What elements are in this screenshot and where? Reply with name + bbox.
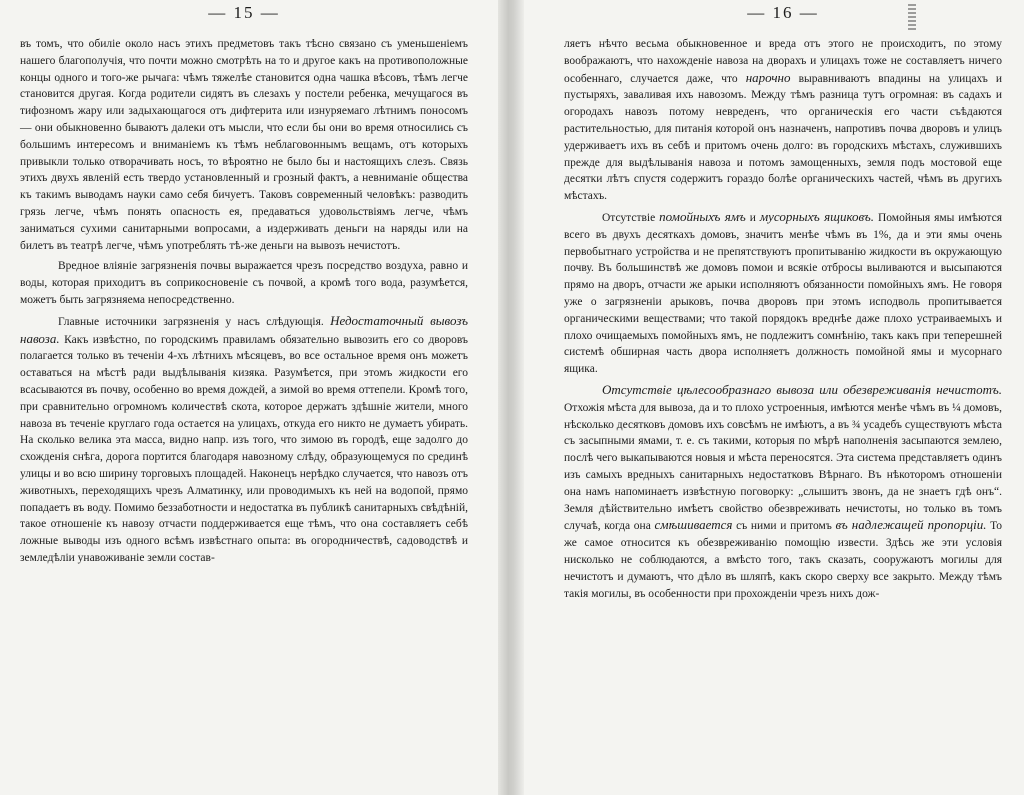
page-number-left: — 15 — — [208, 3, 280, 22]
left-p3-rest: Какъ извѣстно, по городскимъ правиламъ обязательно вывозить его со дворовъ полагается только въ теченіи 4-хъ лѣтнихъ мѣсяцевъ, во все остальное время онъ можетъ оставаться на мѣстѣ ради выдѣлыванія кизяка. Разумѣется, при этомъ жидкости его всасываются въ почву, особенно во время дождей, а зимой во время оттепели. Кромѣ того, при сравнительно огромномъ количествѣ скота, которое держатъ здѣшніе жители, много навоза въ теченіе круглаго года остается на улицахъ, откуда его никто не думаетъ убирать. На сколько велика эта масса, видно напр. изъ того, что зимою въ городѣ, еще задолго до схожденія снѣга, дорога портится благодаря навозному слѣду, образующемуся по срединѣ улицы и во всю ширину торговыхъ площадей. Наконецъ нерѣдко случается, что навозъ отъ животныхъ, переходящихъ чрезъ Алматинку, или проводимыхъ къ ней на водопой, прямо попадаетъ въ воду. Помимо беззаботности и недостатка въ публикѣ санитарныхъ свѣдѣній, такое отношеніе къ навозу отчасти поддерживается еще тѣмъ, что она составляетъ себѣ ложные выводы изъ одного всѣмъ извѣстнаго опыта: въ огородничествѣ, садоводствѣ и земледѣліи унавоживаніе земли состав- — [20, 333, 468, 564]
left-p3-start: Главные источники загрязненія у насъ слѣдующія. — [58, 315, 324, 328]
page-number-right: — 16 — — [747, 3, 819, 22]
left-paragraph-3 — [20, 313, 468, 567]
left-p3-emphasis: Недостаточный вывозъ навоза. — [20, 312, 468, 346]
book-gutter — [498, 0, 524, 795]
left-paragraph-1: въ томъ, что обиліе около насъ этихъ предметовъ такъ тѣсно связано съ уменьшеніемъ нашего благополучія, что почти можно смотрѣть на то и другое какъ на противоположные концы одного и того-же рычага: чѣмъ тяжелѣе становится одна чашка вѣсовъ, тѣмъ легче становится другая. Когда родители сидятъ въ слезахъ у постели ребенка, мечущагося въ тифозномъ жару или задыхающагося отъ дифтерита или изнуряемаго лѣтнимъ поносомъ — они обыкновенно бываютъ далеки отъ мысли, что если бы они во время относились съ большимъ интересомъ и вниманіемъ къ тѣмъ неблаговоннымъ вещамъ, отъ которыхъ привыкли только отворачивать носъ, то вѣроятно не было бы и настоящихъ слезъ. Связь этихъ двухъ явленій есть твердо установленный и грозный фактъ, а невниманіе общества къ такимъ выводамъ науки само себя бичуетъ. Таковъ современный человѣкъ: разводить грязь легче, чѣмъ понять опасность ея, предаваться удовольствіямъ легче, чѣмъ заниматься сухими санитарными вопросами, а издерживать деньги на наряды или на билетъ въ театрѣ легче, чѣмъ употреблять тѣ-же деньги на вывозъ нечистотъ. — [20, 38, 468, 252]
right-p2-emphasis-2: мусорныхъ ящиковъ. — [759, 208, 875, 224]
right-paragraph-1 — [564, 36, 1002, 205]
binding-mark — [908, 4, 916, 30]
left-paragraph-2: Вредное вліяніе загрязненія почвы выражается чрезъ посредство воздуха, равно и воды, которая приходитъ въ соприкосновеніе съ почвой, а кромѣ того вода, разумѣется, можетъ быть загрязняема непосредственно. — [20, 260, 468, 306]
right-p1-a: ляетъ нѣчто весьма обыкновенное и вреда отъ этого не происходитъ, по этому воображаютъ, что нахожденіе навоза на дворахъ и улицахъ тоже не составляетъ ничего особеннаго, случается даже, что — [564, 38, 1002, 85]
right-p1-emphasis: нарочно — [745, 69, 791, 85]
right-p2-b: и — [749, 211, 756, 224]
right-paragraph-3 — [564, 382, 1002, 602]
right-p3-a: Отхожія мѣста для вывоза, да и то плохо устроенныя, имѣются менѣе чѣмъ въ ¼ домовъ, нѣсколько десятковъ домовъ ихъ совсѣмъ не имѣютъ, а въ ¾ усадебъ существуютъ мѣста съ засыпными ямами, т. е. съ такими, которыя по мѣрѣ наполненія засыпаются землею, послѣ чего выкапываются новыя и мѣста переносятся. Эта система представляетъ одинъ изъ самыхъ вредныхъ санитарныхъ недостатковъ Вѣрнаго. Въ нѣкоторомъ отношеніи она намъ напоминаетъ извѣстную поговорку: „слышитъ звонъ, да не знаетъ гдѣ онъ“. Земля дѣйствительно имѣетъ свойство обезвреживать нечистоты, но только въ томъ случаѣ, когда она — [564, 401, 1002, 533]
right-paragraph-2 — [564, 209, 1002, 378]
right-p2-emphasis-1: помойныхъ ямъ — [659, 208, 746, 224]
right-p3-b: съ ними и притомъ — [736, 520, 832, 533]
right-page — [524, 0, 1024, 795]
left-page — [0, 0, 498, 795]
right-p2-c: Помойныя ямы имѣются всего въ двухъ десяткахъ домовъ, значитъ менѣе чѣмъ въ 1%, да и эти ямы очень первобытнаго устройства и не препятствуютъ пропитыванію жидкости въ окружающую почву. Въ большинствѣ же домовъ помои и всякіе отбросы выливаются и высыпаются прямо на дворъ, отчасти же арыки исполняютъ обязанности помойныхъ ямъ. Не говоря уже о загрязненіи арыковъ, почва дворовъ при этомъ исподволь пропитывается органическими веществами; что такой порядокъ вреднѣе даже плохо устраиваемыхъ и плохо очищаемыхъ помойныхъ ямъ, не подлежитъ сомнѣнію, такъ какъ при теперешней системѣ обширная часть двора исполняетъ должность помойной ямы и мусорнаго ящика. — [564, 211, 1002, 376]
right-p2-a: Отсутствіе — [602, 211, 656, 224]
right-p3-emphasis-3: въ надлежащей пропорціи. — [835, 517, 987, 533]
right-p3-c: То же самое относится къ обезвреживанію помощію извести. Здѣсь же эти условія нисколько не соблюдаются, а вмѣсто того, такъ сказать, сооружаютъ могилы для нечистотъ и думаютъ, что дѣло въ шляпѣ, какъ скоро сверху все закрыто. Между тѣмъ такія могилы, въ особенности при прохожденіи чрезъ нихъ дож- — [564, 520, 1003, 600]
right-p3-emphasis-2: смѣшивается — [654, 517, 733, 533]
right-p1-b: выравниваютъ впадины на улицахъ и пустыряхъ, заваливая ихъ навозомъ. Между тѣмъ разница тутъ огромная: въ садахъ и огородахъ навозъ потому невреденъ, что органическія его части съѣдаются растительностью, для питанія которой онъ назначенъ, напротивъ почва дворовъ и улицъ удерживаетъ ихъ въ себѣ и притомъ очень долго: въ городскихъ мѣстахъ, служившихъ прежде для выдѣлыванія навоза и потомъ замощенныхъ, земля подъ мостовой еще десятки лѣтъ спустя содержитъ гораздо болѣе органическихъ частей, чѣмъ въ другихъ мѣстахъ. — [564, 72, 1003, 203]
right-p3-emphasis-1: Отсутствіе цѣлесообразнаго вывоза или обезвреживанія нечистотъ. — [602, 381, 1002, 397]
